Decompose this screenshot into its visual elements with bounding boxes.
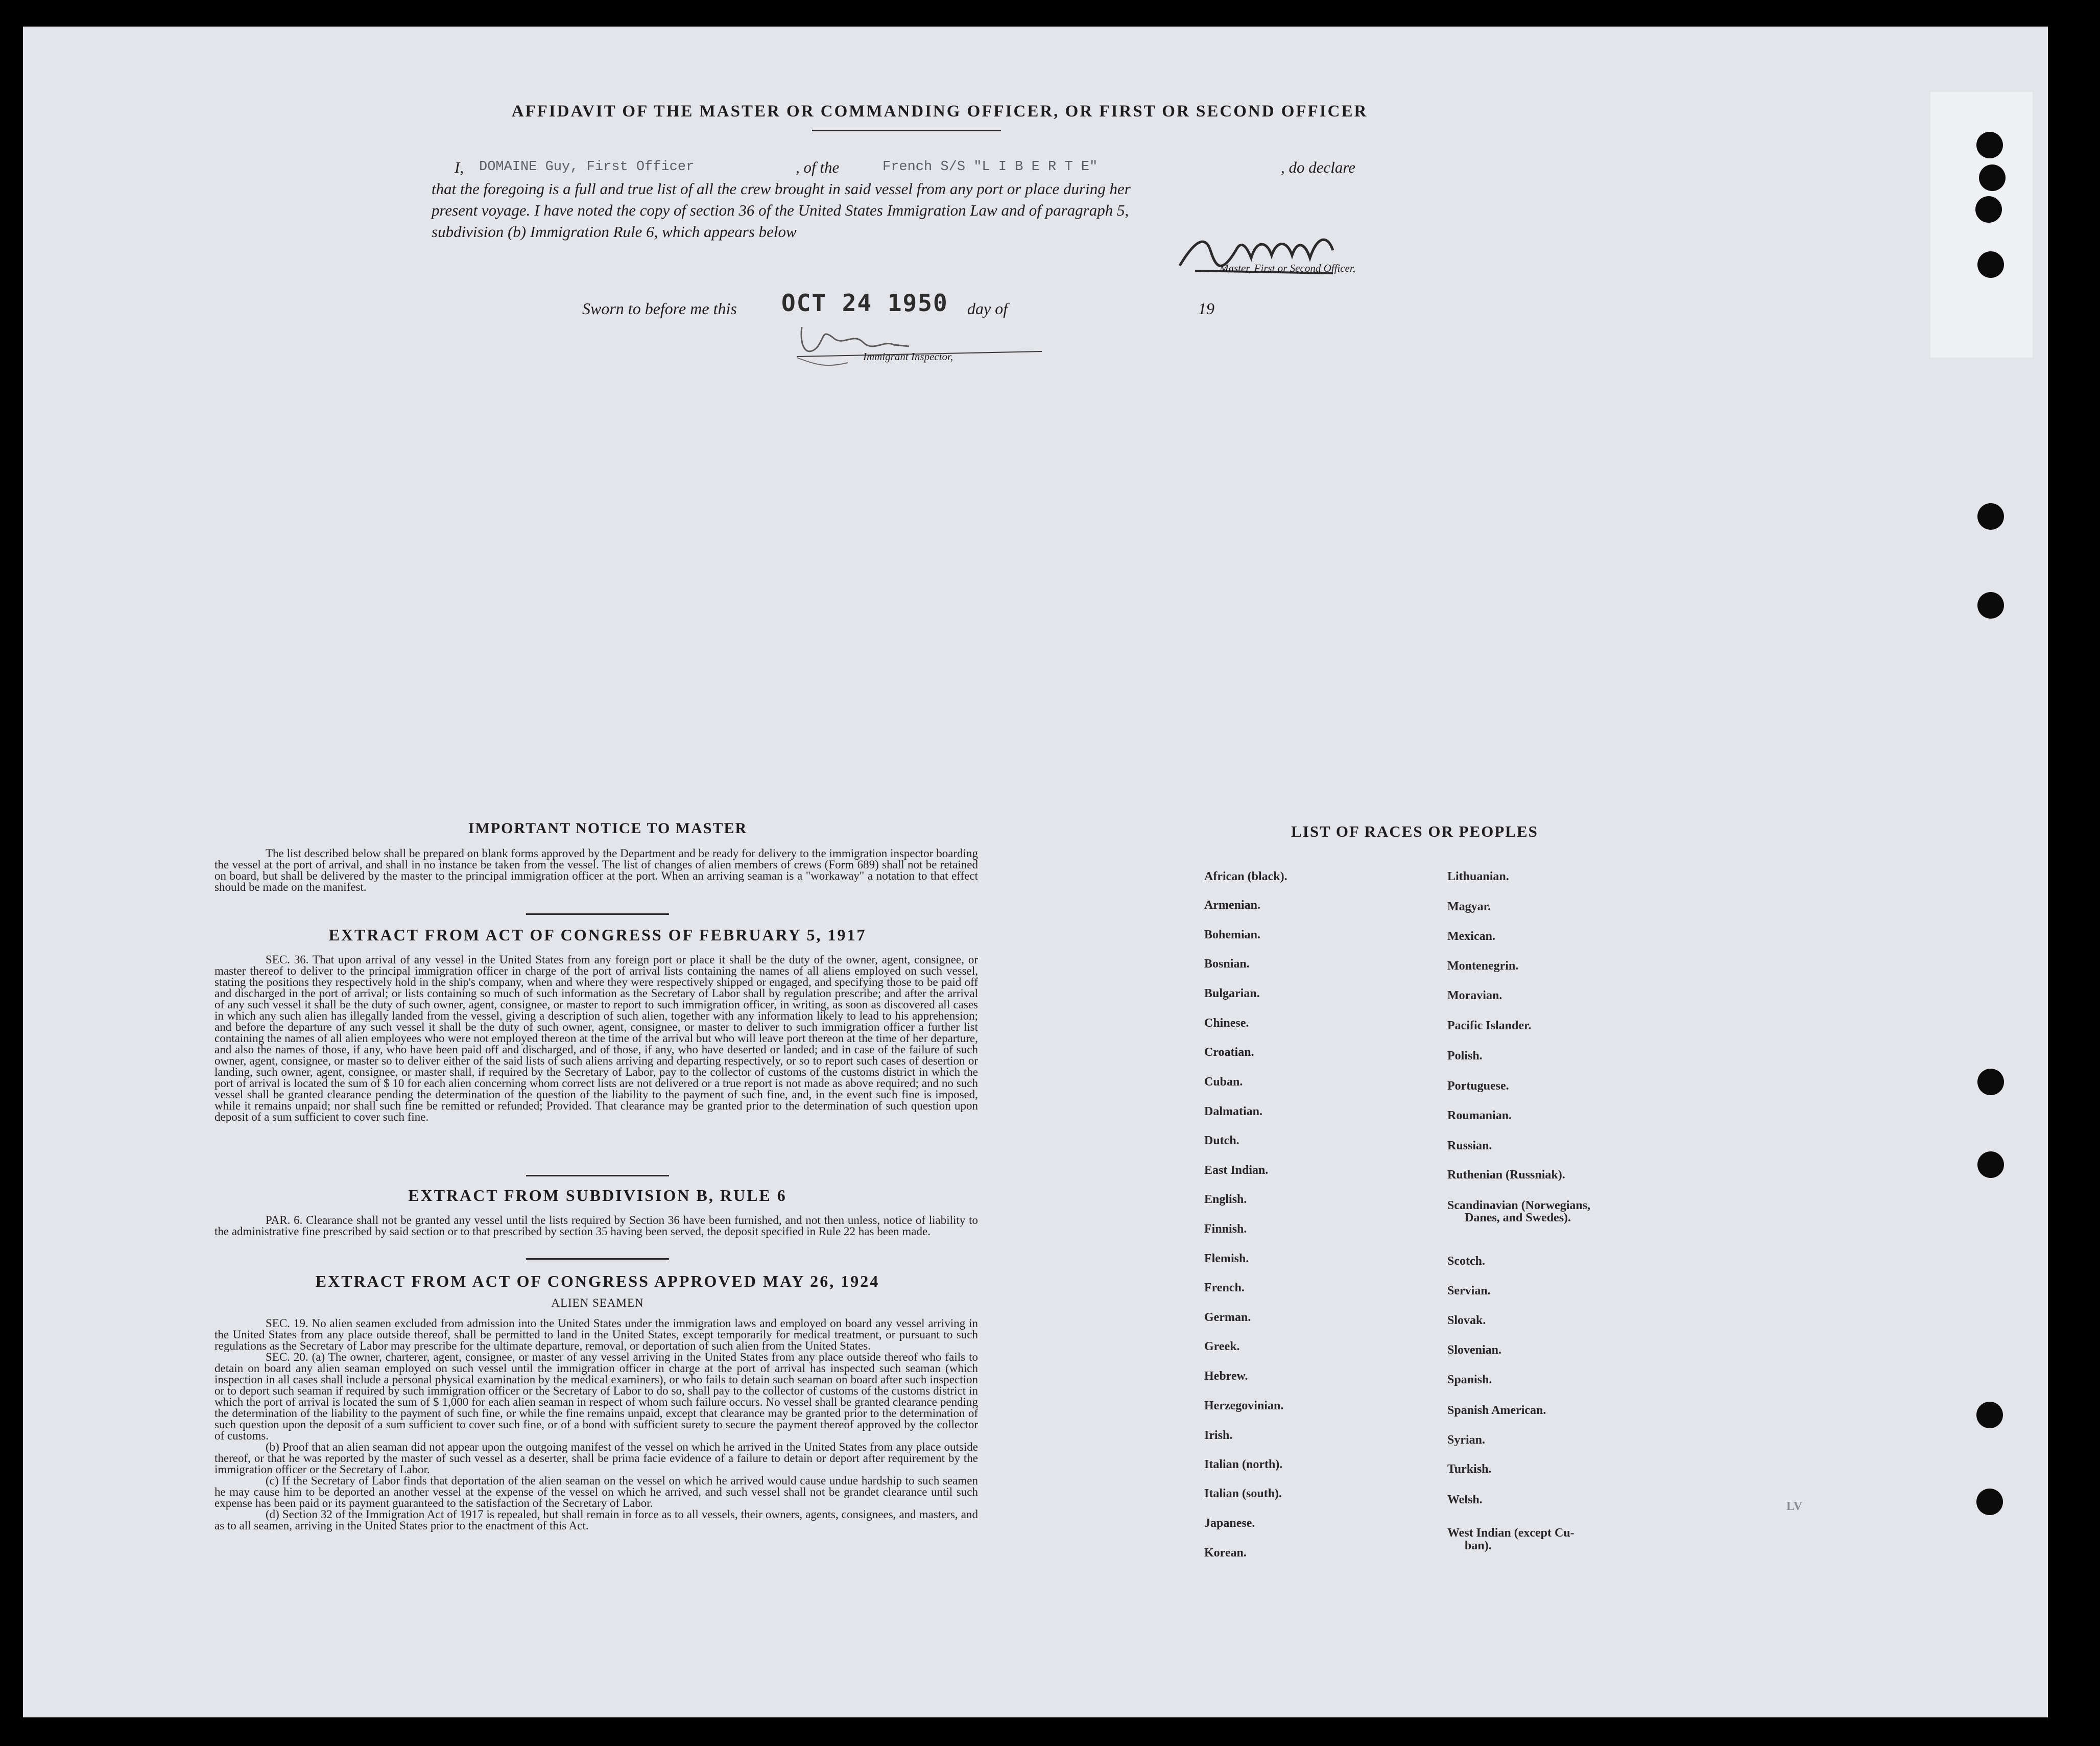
- race-item: Moravian.: [1447, 989, 1502, 1002]
- race-item: Korean.: [1204, 1546, 1247, 1560]
- race-item: Turkish.: [1447, 1462, 1492, 1476]
- sec-36-paragraph: SEC. 36. That upon arrival of any vessel in the United States from any foreign port or place it shall be the duty of the owner, agent, consignee, or master thereof to deliver to the principal immigration officer in charge of the port of arrival lists containing the names of all aliens employed on such vessel, stating the positions they respectively hold in the ship's company, when and where they were respectively shipped or engaged, and specifying those to be paid off and discharged in the port of arrival; or lists containing so much of such information as the Secretary of Labor shall by regulation prescribe; and after the arrival of any such vessel it shall be the duty of such owner, agent, consignee, or master to report to such immigration officer, in writing, as soon as discovered all cases in which any such alien has illegally landed from the vessel, giving a description of such alien, together with any information likely to lead to his apprehension; and before the departure of any such vessel it shall be the duty of such owner, agent, consignee, or master to deliver to such immigration officer a further list containing the names of all alien employees who were not employed thereon at the time of the arrival but who will leave port thereon at the time of her departure, and also the names of those, if any, who have been paid off and discharged, and of those, if any, who have deserted or landed; and in case of the failure of such owner, agent, consignee, or master so to deliver either of the said lists of such aliens arriving and departing respectively, or so to report such cases of desertion or landing, such owner, agent, consignee, or master shall, if required by the Secretary of Labor, pay to the collector of customs of the customs district in which the port of arrival is located the sum of $ 10 for each alien concerning whom correct lists are not delivered or a true report is not made as above required; and no such vessel shall be granted clearance pending the determination of the question of the liability to the payment of such fine, and, in the event such fine is imposed, while it remains unpaid; nor shall such fine be remitted or refunded; Provided. That clearance may be granted prior to the determination of such question upon deposit of a sum sufficient to cover such fine.: [214, 953, 978, 1123]
- sec-20b-paragraph: (b) Proof that an alien seaman did not appear upon the outgoing manifest of the vessel on which he arrived in the United States from any place outside thereof, or that he was reported by the master of such vessel as a deserter, shall be prima facie evidence of a failure to detain or deport after requirement by the immigration officer or the Secretary of Labor.: [214, 1441, 978, 1476]
- vessel-name-field: French S/S "L I B E R T E": [882, 159, 1098, 175]
- race-item: French.: [1204, 1281, 1245, 1294]
- notice-paragraph: The list described below shall be prepared on blank forms approved by the Department and be ready for delivery to the immigration inspector boarding the vessel at the port of arrival, and shall in no instance be taken from the vessel. The list of changes of alien members of crews (Form 689) shall not be retained on board, but shall be delivered by the master to the principal immigration officer at the port. When an arriving seaman is a "workaway" a notation to that effect should be made on the manifest.: [214, 847, 978, 893]
- race-item: Slovenian.: [1447, 1343, 1502, 1357]
- race-item: Lithuanian.: [1447, 870, 1509, 883]
- signature-caption: Master, First or Second Officer,: [1220, 262, 1355, 274]
- race-item: Irish.: [1204, 1429, 1233, 1442]
- extract-1917-text: [214, 954, 978, 1123]
- race-item: Flemish.: [1204, 1252, 1249, 1265]
- punch-hole: [1975, 196, 2002, 223]
- punch-hole: [1976, 132, 2003, 158]
- race-item: Pacific Islander.: [1447, 1019, 1532, 1032]
- punch-hole: [1977, 592, 2004, 619]
- subdivision-b-divider: [526, 1258, 669, 1260]
- race-item: Japanese.: [1204, 1517, 1255, 1530]
- sworn-prefix: Sworn to before me this: [582, 299, 737, 318]
- affidavit-line2: that the foregoing is a full and true list of all the crew brought in said vessel from any port or place during her: [432, 180, 1131, 198]
- race-item: Russian.: [1447, 1139, 1492, 1152]
- race-item: Greek.: [1204, 1340, 1240, 1353]
- race-item: Servian.: [1447, 1284, 1491, 1297]
- race-item: Montenegrin.: [1447, 959, 1519, 973]
- notice-title: IMPORTANT NOTICE TO MASTER: [468, 820, 748, 837]
- inspector-caption: Immigrant Inspector,: [863, 350, 953, 363]
- punch-hole: [1976, 1489, 2003, 1515]
- sec-20a-paragraph: SEC. 20. (a) The owner, charterer, agent, consignee, or master of any vessel arriving in the United States from any place outside thereof who fails to detain on board any alien seaman employed on such vessel until the immigration officer in charge at the port of arrival has inspected such seaman (which inspection in all cases shall include a personal physical examination by the medical examiners), or who fails to detain such seaman on board after such inspection or to deport such seaman if required by such immigration officer or the Secretary of Labor to do so, shall pay to the collector of customs of the customs district in which the port of arrival is located the sum of $ 1,000 for each alien seaman in respect of whom such failure occurs. No vessel shall be granted clearance pending the determination of the liability to the payment of such fine, or while the fine remains unpaid, except that clearance may be granted prior to the determination of such question upon the deposit of a sum sufficient to cover such fine, or of a bond with sufficient surety to secure the payment thereof approved by the collector of customs.: [214, 1351, 978, 1442]
- race-item: Armenian.: [1204, 899, 1260, 912]
- subdivision-b-title: EXTRACT FROM SUBDIVISION B, RULE 6: [408, 1186, 787, 1205]
- alien-seamen-subtitle: ALIEN SEAMEN: [551, 1296, 644, 1309]
- race-item: Chinese.: [1204, 1017, 1249, 1030]
- race-item: German.: [1204, 1311, 1251, 1324]
- race-item: ban).: [1465, 1539, 1492, 1552]
- race-item: Bulgarian.: [1204, 987, 1260, 1000]
- punch-hole: [1979, 164, 2006, 191]
- punch-hole: [1976, 1402, 2003, 1428]
- date-stamp: OCT 24 1950: [781, 289, 948, 317]
- affidavit-title-underline: [812, 130, 1001, 131]
- race-item: Bohemian.: [1204, 928, 1261, 941]
- sec-19-paragraph: SEC. 19. No alien seamen excluded from admission into the United States under the immigration laws and employed on board any vessel arriving in the United States from any place outside thereof, shall be permitted to land in the United States, except temporarily for medical treatment, or pursuant to such regulations as the Secretary of Labor may prescribe for the ultimate departure, removal, or deportation of such alien from the United States.: [214, 1317, 978, 1352]
- race-item: Mexican.: [1447, 930, 1495, 943]
- par-6-paragraph: PAR. 6. Clearance shall not be granted any vessel until the lists required by Section 36 have been furnished, and not then unless, notice of liability to the administrative fine prescribed by said section or to that prescribed by section 35 having been served, the deposit specified in Rule 22 has been made.: [214, 1214, 978, 1238]
- race-item: Portuguese.: [1447, 1079, 1509, 1093]
- race-item: East Indian.: [1204, 1164, 1269, 1177]
- race-item: Cuban.: [1204, 1075, 1243, 1089]
- extract-1917-divider: [526, 1175, 669, 1176]
- punch-hole: [1977, 503, 2004, 530]
- race-item: Ruthenian (Russniak).: [1447, 1168, 1565, 1182]
- race-item: Dutch.: [1204, 1134, 1239, 1147]
- extract-1917-title: EXTRACT FROM ACT OF CONGRESS OF FEBRUARY 5, 1917: [328, 926, 867, 944]
- race-item: Italian (south).: [1204, 1487, 1282, 1500]
- race-item: Finnish.: [1204, 1222, 1247, 1236]
- race-item: Syrian.: [1447, 1433, 1486, 1447]
- race-item: Welsh.: [1447, 1493, 1483, 1506]
- race-item: Croatian.: [1204, 1046, 1254, 1059]
- affidavit-line1: [433, 158, 1403, 179]
- affidavit-line4: subdivision (b) Immigration Rule 6, which appears below: [432, 223, 797, 241]
- race-item: Italian (north).: [1204, 1458, 1283, 1471]
- race-item: Spanish American.: [1447, 1404, 1546, 1417]
- race-item: Spanish.: [1447, 1373, 1492, 1386]
- race-item: Magyar.: [1447, 900, 1491, 913]
- race-item: Roumanian.: [1447, 1109, 1512, 1122]
- race-item: English.: [1204, 1193, 1247, 1206]
- year-prefix: 19: [1198, 299, 1214, 318]
- race-item: Polish.: [1447, 1049, 1483, 1063]
- officer-signature: [1164, 220, 1348, 286]
- race-item: Dalmatian.: [1204, 1105, 1262, 1118]
- race-item: African (black).: [1204, 870, 1287, 883]
- officer-name-field: DOMAINE Guy, First Officer: [479, 159, 695, 175]
- affidavit-title: AFFIDAVIT OF THE MASTER OR COMMANDING OFFICER, OR FIRST OR SECOND OFFICER: [511, 102, 1368, 121]
- day-of-label: day of: [967, 299, 1008, 318]
- race-item: Bosnian.: [1204, 957, 1250, 971]
- extract-1924-text: [214, 1318, 978, 1531]
- notice-divider: [526, 913, 669, 915]
- races-title: LIST OF RACES OR PEOPLES: [1291, 822, 1538, 840]
- punch-hole: [1977, 1069, 2004, 1095]
- race-item: Scotch.: [1447, 1255, 1485, 1268]
- race-item: Slovak.: [1447, 1314, 1486, 1327]
- race-item: Scandinavian (Norwegians,: [1447, 1199, 1591, 1212]
- race-item: Herzegovinian.: [1204, 1399, 1284, 1412]
- extract-1924-title: EXTRACT FROM ACT OF CONGRESS APPROVED MAY 26, 1924: [315, 1272, 880, 1290]
- sec-20c-paragraph: (c) If the Secretary of Labor finds that deportation of the alien seaman on the vessel on which he arrived would cause undue hardship to such seamen he may cause him to be deported an another vessel at the expense of the vessel on which he arrived, and such vessel shall not be grandet clearance until such expense has been paid or its payment guaranteed to the satisfaction of the Secretary of Labor.: [214, 1474, 978, 1509]
- affidavit-i: I,: [455, 158, 464, 176]
- race-item: Danes, and Swedes).: [1465, 1211, 1571, 1224]
- inspector-signature: [786, 317, 1042, 373]
- punch-hole: [1977, 251, 2004, 278]
- race-item: Hebrew.: [1204, 1370, 1248, 1383]
- margin-mark: LV: [1786, 1500, 1803, 1513]
- race-item: West Indian (except Cu-: [1447, 1526, 1574, 1540]
- subdivision-b-text: [214, 1215, 978, 1237]
- affidavit-line3: present voyage. I have noted the copy of section 36 of the United States Immigration Law and of paragraph 5,: [432, 201, 1129, 219]
- affidavit-do-declare: , do declare: [1281, 158, 1356, 176]
- affidavit-of-the: , of the: [796, 158, 840, 176]
- notice-text: [214, 848, 978, 893]
- punch-hole: [1977, 1151, 2004, 1178]
- paper-edge-strip: [1930, 92, 2033, 358]
- sec-20d-paragraph: (d) Section 32 of the Immigration Act of 1917 is repealed, but shall remain in force as to all vessels, their owners, agents, consignees, and masters, and as to all seamen, arriving in the United States prior to the enactment of this Act.: [214, 1508, 978, 1532]
